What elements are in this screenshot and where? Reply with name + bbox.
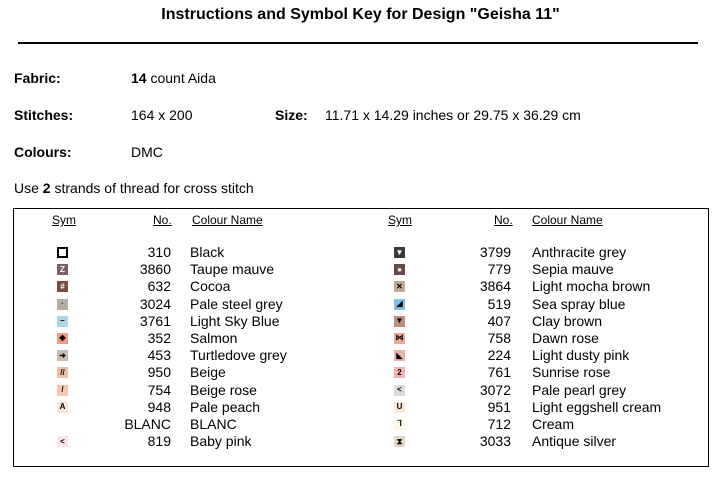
colour-name: Beige [190, 364, 226, 381]
colour-name: Cream [532, 415, 575, 432]
symbol-swatch: ⧗ [394, 436, 405, 447]
dmc-number: 224 [487, 347, 511, 364]
dmc-number: 3072 [479, 381, 511, 398]
dmc-number: BLANC [124, 415, 171, 432]
symbol-swatch: ▼ [395, 316, 404, 326]
dmc-number: 779 [487, 261, 511, 278]
dmc-number: 3761 [139, 312, 171, 329]
page-title: Instructions and Symbol Key for Design "Geisha 11" [161, 6, 560, 23]
colour-name: Anthracite grey [532, 244, 627, 260]
colour-name: Beige rose [190, 381, 257, 398]
symbol-swatch: // [57, 367, 68, 378]
fabric-count: 14 [131, 70, 147, 86]
dmc-number: 3864 [479, 278, 511, 295]
header-name-left: Colour Name [192, 213, 263, 227]
colour-name: Sepia mauve [532, 261, 614, 278]
colour-name: Clay brown [532, 312, 603, 329]
key-row [360, 278, 710, 295]
dmc-number: 951 [487, 398, 511, 415]
dmc-number: 3799 [479, 244, 511, 260]
dmc-number: 712 [487, 415, 511, 432]
key-row [360, 261, 710, 278]
symbol-swatch [57, 247, 68, 258]
header-sym-right: Sym [388, 213, 412, 227]
symbol-swatch: ◆ [57, 333, 68, 344]
key-row [360, 399, 710, 416]
symbol-swatch: · [57, 299, 68, 310]
key-column-right [360, 244, 710, 450]
stitches-label: Stitches: [14, 107, 74, 123]
fabric-value [131, 70, 216, 86]
dmc-number: 310 [147, 244, 171, 260]
key-row [0, 313, 360, 330]
colour-name: Black [190, 244, 225, 260]
symbol-swatch: < [57, 436, 68, 447]
symbol-swatch: # [57, 281, 68, 292]
symbol-swatch: ● [394, 264, 405, 275]
symbol-swatch: < [394, 385, 405, 396]
dmc-number: 950 [147, 364, 171, 381]
colours-label: Colours: [14, 144, 72, 160]
key-row [0, 347, 360, 364]
header-no-right: No. [494, 213, 513, 227]
key-row [360, 382, 710, 399]
colour-name: Baby pink [190, 433, 252, 450]
key-row [0, 382, 360, 399]
fabric-label: Fabric: [14, 70, 61, 86]
colour-name: Taupe mauve [190, 261, 275, 278]
key-row [0, 399, 360, 416]
stitches-value: 164 x 200 [131, 107, 193, 123]
header-no-left: No. [153, 213, 172, 227]
symbol-swatch: ⋈ [395, 333, 404, 343]
key-row [360, 313, 710, 330]
fabric-type: count Aida [146, 70, 216, 86]
symbol-swatch: ➜ [57, 350, 68, 361]
dmc-number: 352 [147, 329, 171, 346]
key-row [0, 244, 360, 261]
colour-name: Light eggshell cream [532, 398, 662, 415]
dmc-number: 761 [487, 364, 511, 381]
instruction-strands: 2 [42, 180, 51, 196]
key-row [0, 416, 360, 433]
colour-name: Light mocha brown [532, 278, 651, 295]
dmc-number: 407 [487, 312, 511, 329]
colour-name: Light Sky Blue [190, 312, 280, 329]
header-name-right: Colour Name [532, 213, 603, 227]
key-row [0, 330, 360, 347]
key-row [360, 364, 710, 381]
colour-name: Sunrise rose [532, 364, 611, 381]
colour-name: Cocoa [190, 278, 231, 295]
symbol-swatch: Z [57, 264, 68, 275]
colour-name: Salmon [190, 329, 238, 346]
symbol-swatch: A [57, 402, 68, 413]
dmc-number: 453 [147, 347, 171, 364]
key-row [360, 433, 710, 450]
dmc-number: 519 [487, 295, 511, 312]
colour-name: Pale steel grey [190, 295, 283, 312]
key-row [360, 296, 710, 313]
colour-name: Turtledove grey [190, 347, 287, 364]
symbol-swatch: / [57, 385, 68, 396]
dmc-number: 758 [487, 329, 511, 346]
instruction-pre: Use [14, 180, 43, 196]
thread-instruction [14, 180, 254, 196]
dmc-number: 754 [147, 381, 171, 398]
instruction-post: strands of thread for cross stitch [50, 180, 254, 196]
dmc-number: 3024 [139, 295, 171, 312]
colour-name: Light dusty pink [532, 347, 630, 364]
colours-value: DMC [131, 144, 163, 160]
symbol-swatch: ✕ [394, 281, 405, 292]
symbol-swatch: ◣ [394, 350, 405, 361]
colour-name: BLANC [190, 415, 237, 432]
symbol-swatch: ◢ [394, 299, 405, 310]
key-column-left [0, 244, 360, 450]
key-row [0, 433, 360, 450]
colour-name: Pale peach [190, 398, 261, 415]
dmc-number: 632 [147, 278, 171, 295]
size-label: Size: [275, 107, 308, 123]
symbol-swatch: – [57, 316, 68, 327]
key-row [360, 244, 710, 261]
colour-name: Antique silver [532, 433, 617, 450]
key-row [0, 261, 360, 278]
symbol-swatch: ▼ [395, 247, 404, 257]
header-sym-left: Sym [52, 213, 76, 227]
size-value: 11.71 x 14.29 inches or 29.75 x 36.29 cm [325, 107, 581, 123]
key-row [360, 330, 710, 347]
colour-name: Sea spray blue [532, 295, 626, 312]
symbol-swatch: ᒣ [394, 419, 405, 430]
dmc-number: 819 [147, 433, 171, 450]
key-row [360, 416, 710, 433]
dmc-number: 3860 [139, 261, 171, 278]
key-row [360, 347, 710, 364]
key-row [0, 296, 360, 313]
symbol-swatch: U [394, 402, 405, 413]
key-row [0, 278, 360, 295]
dmc-number: 948 [147, 398, 171, 415]
dmc-number: 3033 [479, 433, 511, 450]
key-row [0, 364, 360, 381]
title-divider [18, 42, 698, 44]
symbol-swatch: 2 [394, 367, 405, 378]
colour-name: Dawn rose [532, 329, 599, 346]
colour-name: Pale pearl grey [532, 381, 627, 398]
